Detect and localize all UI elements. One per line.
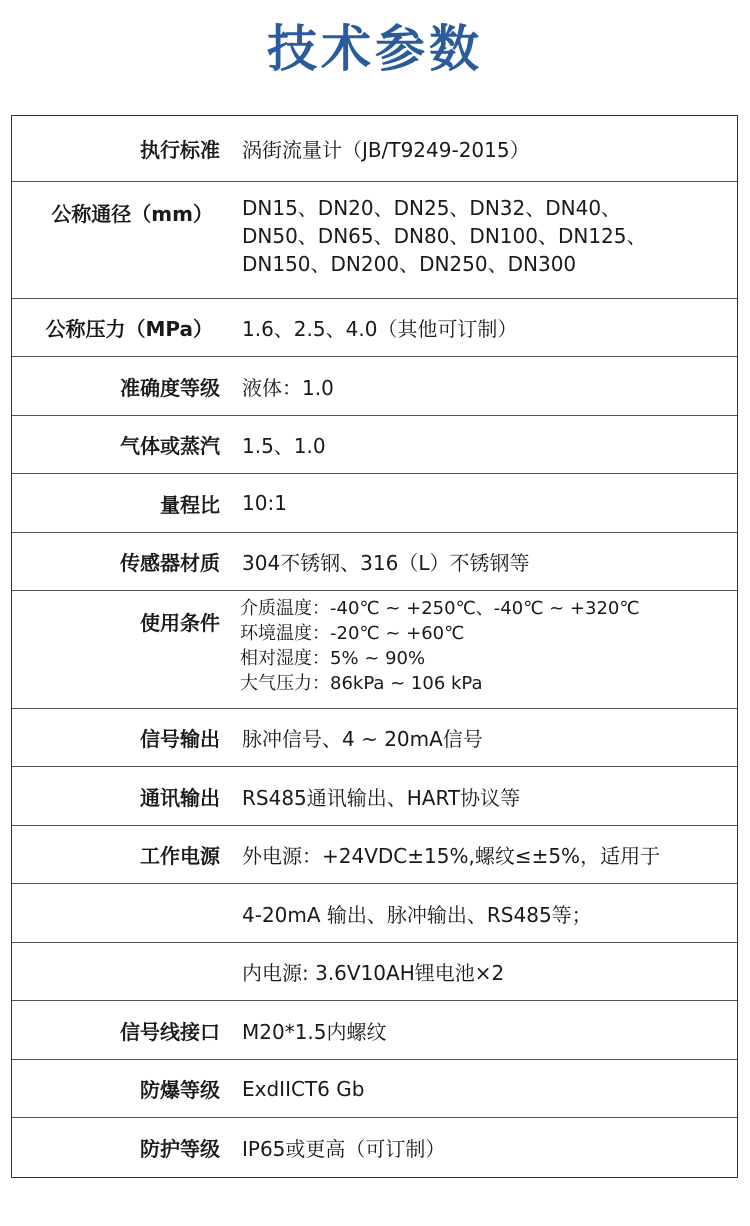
row-label: 传感器材质 [120,551,220,575]
row-label: 信号输出 [140,727,220,751]
spec-row [12,1060,737,1118]
spec-table [11,115,738,1178]
spec-row [12,1001,737,1060]
row-label [12,884,226,942]
value-line: 外电源：+24VDC±15%,螺纹≤±5%，适用于 [242,844,661,868]
value-line: 涡街流量计（JB/T9249-2015） [242,138,530,162]
row-label: 准确度等级 [120,375,220,400]
spec-row [12,591,737,709]
value-line: DN50、DN65、DN80、DN100、DN125、 [242,224,647,248]
row-value [226,709,737,766]
row-value [226,767,737,825]
value-line: DN150、DN200、DN250、DN300 [242,252,577,276]
row-value [226,182,737,298]
row-label: 信号线接口 [120,1019,220,1044]
spec-row [12,416,737,474]
row-value [226,416,737,473]
spec-row [12,533,737,591]
spec-row [12,767,737,826]
value-line: 介质温度：-40℃ ~ +250℃、-40℃ ~ +320℃ [240,598,640,619]
value-line: 液体：1.0 [242,375,334,400]
row-label: 防爆等级 [140,1078,220,1102]
row-label: 使用条件 [140,611,220,635]
value-line: 脉冲信号、4 ~ 20mA信号 [242,727,483,751]
spec-row [12,709,737,767]
spec-row [12,116,737,182]
spec-row [12,943,737,1001]
value-line: 相对湿度：5% ~ 90% [240,648,426,669]
value-line: M20*1.5内螺纹 [242,1019,387,1044]
row-value [226,884,737,942]
spec-row [12,182,737,299]
row-value [226,357,737,415]
value-line: IP65或更高（可订制） [242,1137,446,1161]
value-line: 1.5、1.0 [242,434,326,458]
value-line: RS485通讯输出、HART协议等 [242,785,521,810]
row-value [226,533,737,590]
row-label: 工作电源 [140,844,220,868]
value-line: DN15、DN20、DN25、DN32、DN40、 [242,196,622,220]
row-label [12,943,226,1000]
row-value [226,826,737,883]
page-title: 技术参数 [267,19,483,78]
value-line: ExdIICT6 Gb [242,1076,365,1101]
row-label: 公称压力（MPa） [45,317,213,341]
spec-row [12,357,737,416]
row-label: 防护等级 [140,1137,220,1161]
value-line: 10:1 [242,491,287,515]
value-line: 大气压力：86kPa ~ 106 kPa [240,673,483,694]
row-value [226,1118,737,1177]
value-line: 1.6、2.5、4.0（其他可订制） [242,317,518,341]
row-label: 公称通径（mm） [51,202,213,226]
row-value [226,1060,737,1117]
spec-row [12,474,737,533]
row-label: 执行标准 [140,138,220,162]
row-value [226,116,737,181]
row-value [226,591,737,708]
spec-row [12,826,737,884]
row-value [226,943,737,1000]
row-label: 气体或蒸汽 [120,434,220,458]
row-value [226,1001,737,1059]
row-value [226,299,737,356]
value-line: 环境温度：-20℃ ~ +60℃ [240,623,465,644]
value-line: 内电源: 3.6V10AH锂电池×2 [242,961,505,985]
row-label: 量程比 [160,492,220,517]
row-value [226,474,737,532]
spec-row [12,1118,737,1177]
value-line: 304不锈钢、316（L）不锈钢等 [242,551,530,575]
spec-row [12,299,737,357]
value-line: 4-20mA 输出、脉冲输出、RS485等； [242,902,592,927]
spec-row [12,884,737,943]
row-label: 通讯输出 [140,785,220,810]
